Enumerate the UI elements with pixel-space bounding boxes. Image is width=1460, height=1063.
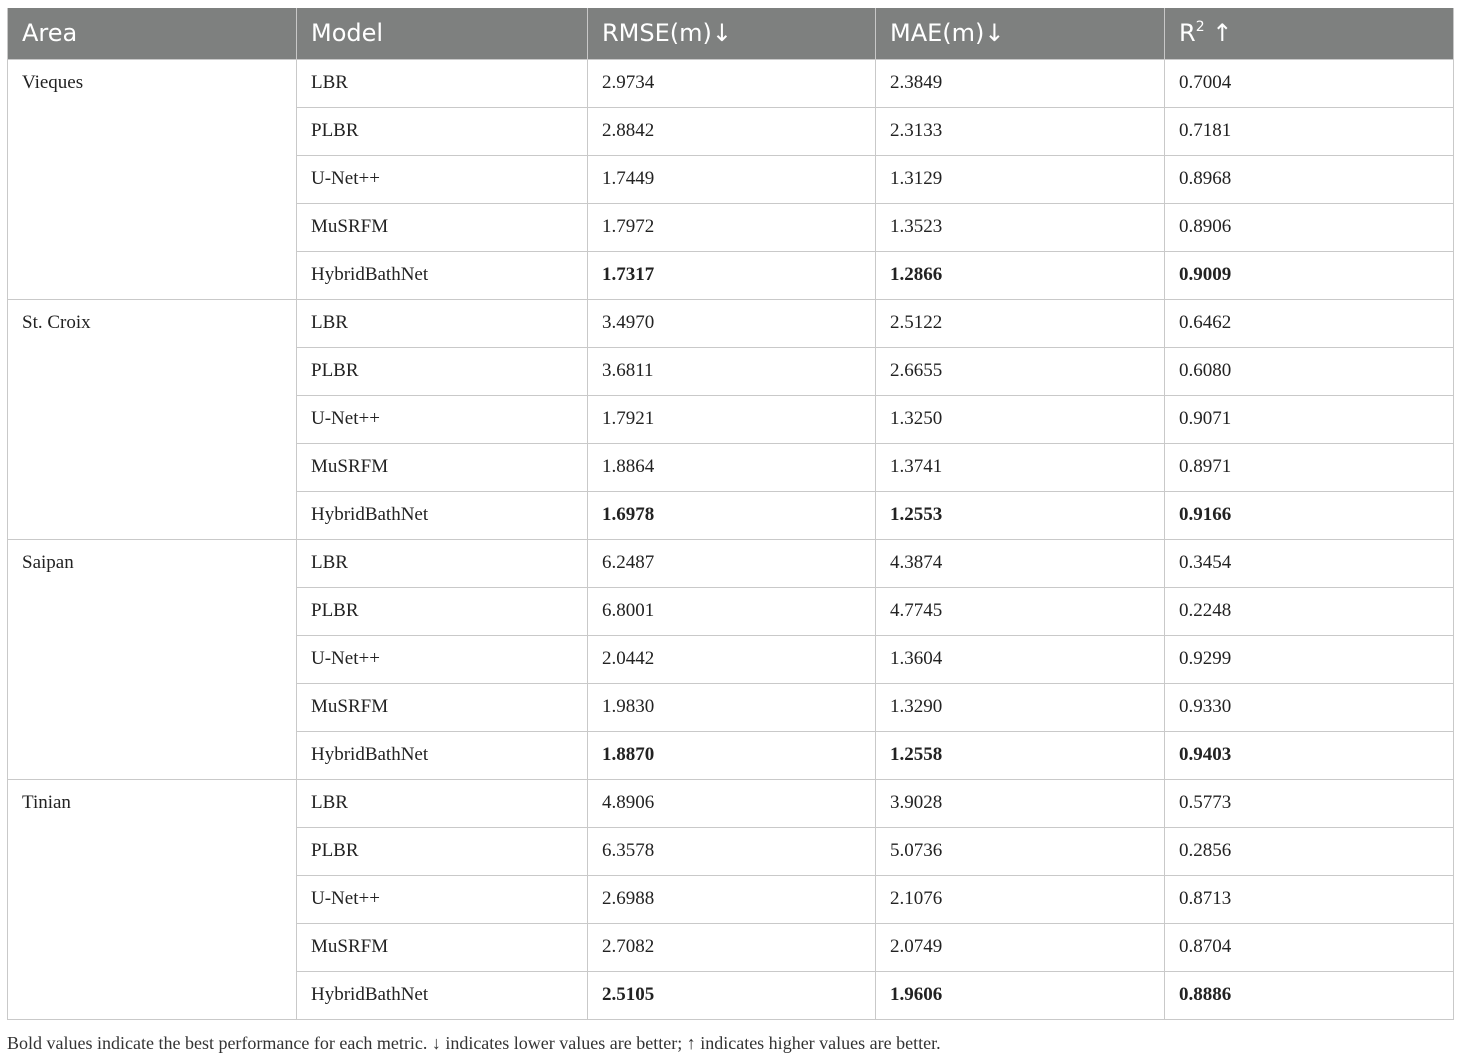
mae-cell: 1.2558 [876,731,1165,779]
mae-cell: 2.3133 [876,107,1165,155]
area-cell: St. Croix [8,299,297,539]
area-cell: Vieques [8,59,297,299]
rmse-cell: 2.0442 [588,635,876,683]
r2-cell: 0.3454 [1165,539,1454,587]
rmse-cell: 3.6811 [588,347,876,395]
rmse-cell: 6.3578 [588,827,876,875]
rmse-cell: 1.6978 [588,491,876,539]
mae-cell: 4.3874 [876,539,1165,587]
header-r2-arrow: ↑ [1204,19,1233,48]
mae-cell: 1.3290 [876,683,1165,731]
table-row [8,59,1454,107]
r2-cell: 0.6462 [1165,299,1454,347]
r2-cell: 0.7004 [1165,59,1454,107]
mae-cell: 5.0736 [876,827,1165,875]
r2-cell: 0.8713 [1165,875,1454,923]
rmse-cell: 1.8864 [588,443,876,491]
mae-cell: 1.3604 [876,635,1165,683]
mae-cell: 1.3523 [876,203,1165,251]
rmse-cell: 2.6988 [588,875,876,923]
model-cell: PLBR [297,347,588,395]
header-rmse: RMSE(m)↓ [588,8,876,59]
rmse-cell: 1.7921 [588,395,876,443]
model-cell: LBR [297,539,588,587]
header-r2 [1165,8,1454,59]
table-row [8,539,1454,587]
table-footnote: Bold values indicate the best performance for each metric. ↓ indicates lower values are better; ↑ indicates higher values are better. [7,1033,941,1053]
mae-cell: 2.3849 [876,59,1165,107]
mae-cell: 1.3129 [876,155,1165,203]
rmse-cell: 4.8906 [588,779,876,827]
model-cell: PLBR [297,827,588,875]
r2-cell: 0.9330 [1165,683,1454,731]
r2-cell: 0.7181 [1165,107,1454,155]
results-table [7,8,1454,1020]
rmse-cell: 6.2487 [588,539,876,587]
r2-cell: 0.2856 [1165,827,1454,875]
header-r2-sup: 2 [1195,19,1205,36]
header-r2-base: R [1179,19,1196,48]
model-cell: MuSRFM [297,683,588,731]
mae-cell: 1.2866 [876,251,1165,299]
r2-cell: 0.9403 [1165,731,1454,779]
area-cell: Tinian [8,779,297,1019]
model-cell: LBR [297,779,588,827]
model-cell: U-Net++ [297,875,588,923]
mae-cell: 1.2553 [876,491,1165,539]
model-cell: LBR [297,299,588,347]
mae-cell: 2.0749 [876,923,1165,971]
mae-cell: 4.7745 [876,587,1165,635]
r2-cell: 0.2248 [1165,587,1454,635]
header-area: Area [8,8,297,59]
header-mae: MAE(m)↓ [876,8,1165,59]
r2-cell: 0.8968 [1165,155,1454,203]
rmse-cell: 2.9734 [588,59,876,107]
rmse-cell: 1.7972 [588,203,876,251]
rmse-cell: 6.8001 [588,587,876,635]
r2-cell: 0.9166 [1165,491,1454,539]
model-cell: LBR [297,59,588,107]
r2-cell: 0.8906 [1165,203,1454,251]
model-cell: U-Net++ [297,635,588,683]
rmse-cell: 2.7082 [588,923,876,971]
table-body [8,59,1454,1019]
r2-cell: 0.8704 [1165,923,1454,971]
rmse-cell: 2.8842 [588,107,876,155]
model-cell: HybridBathNet [297,251,588,299]
r2-cell: 0.9071 [1165,395,1454,443]
model-cell: U-Net++ [297,395,588,443]
table-row [8,779,1454,827]
model-cell: U-Net++ [297,155,588,203]
r2-cell: 0.6080 [1165,347,1454,395]
rmse-cell: 3.4970 [588,299,876,347]
mae-cell: 2.6655 [876,347,1165,395]
table-row [8,299,1454,347]
header-model: Model [297,8,588,59]
mae-cell: 2.5122 [876,299,1165,347]
rmse-cell: 1.8870 [588,731,876,779]
r2-cell: 0.9009 [1165,251,1454,299]
rmse-cell: 1.7317 [588,251,876,299]
model-cell: HybridBathNet [297,971,588,1019]
r2-cell: 0.8971 [1165,443,1454,491]
r2-cell: 0.5773 [1165,779,1454,827]
rmse-cell: 1.7449 [588,155,876,203]
model-cell: MuSRFM [297,443,588,491]
r2-cell: 0.9299 [1165,635,1454,683]
model-cell: MuSRFM [297,923,588,971]
model-cell: HybridBathNet [297,491,588,539]
r2-cell: 0.8886 [1165,971,1454,1019]
model-cell: MuSRFM [297,203,588,251]
model-cell: HybridBathNet [297,731,588,779]
mae-cell: 2.1076 [876,875,1165,923]
model-cell: PLBR [297,107,588,155]
mae-cell: 1.3250 [876,395,1165,443]
area-cell: Saipan [8,539,297,779]
header-row [8,8,1454,59]
mae-cell: 3.9028 [876,779,1165,827]
model-cell: PLBR [297,587,588,635]
rmse-cell: 2.5105 [588,971,876,1019]
mae-cell: 1.9606 [876,971,1165,1019]
rmse-cell: 1.9830 [588,683,876,731]
mae-cell: 1.3741 [876,443,1165,491]
